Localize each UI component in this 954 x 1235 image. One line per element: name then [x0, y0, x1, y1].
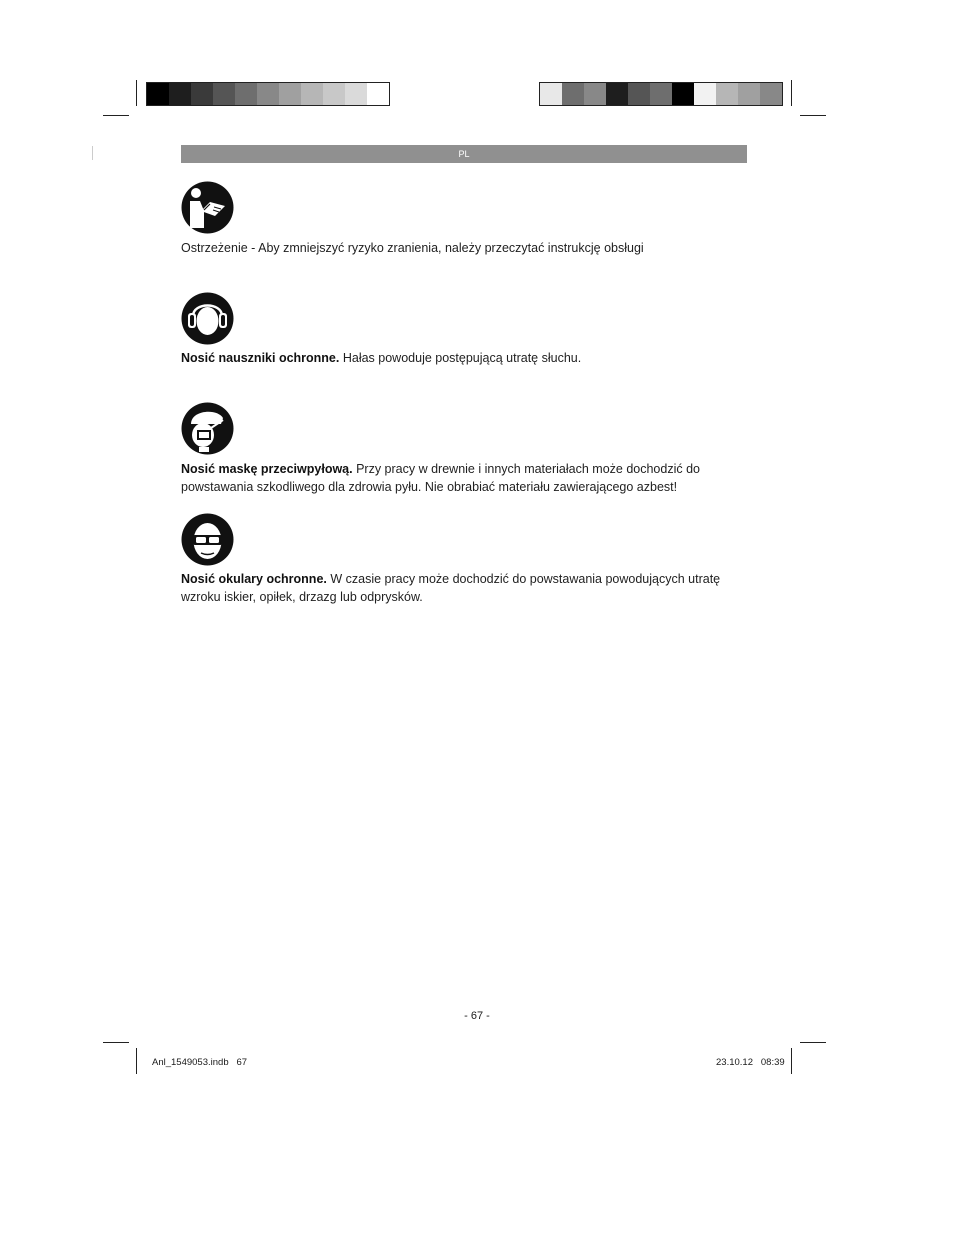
color-swatch [738, 83, 760, 105]
dust-mask-icon [181, 402, 234, 455]
color-swatch [540, 83, 562, 105]
notice-text: Hałas powoduje postępującą utratę słuchu. [339, 351, 582, 365]
notice-heading: Nosić okulary ochronne. [181, 572, 327, 586]
color-bar-left [146, 82, 390, 106]
color-swatch [279, 83, 301, 105]
color-swatch [367, 83, 389, 105]
color-swatch [257, 83, 279, 105]
section-label: PL [458, 149, 470, 159]
notice-ear-protection [181, 349, 747, 367]
color-swatch [562, 83, 584, 105]
color-swatch [213, 83, 235, 105]
footer-date: 23.10.12 08:39 [716, 1057, 785, 1068]
color-swatch [169, 83, 191, 105]
ear-protection-icon [181, 292, 234, 345]
color-swatch [191, 83, 213, 105]
color-swatch [345, 83, 367, 105]
safety-glasses-icon [181, 513, 234, 566]
notice-safety-glasses [181, 570, 747, 606]
color-swatch [584, 83, 606, 105]
crop-mark [103, 115, 129, 116]
notice-text: Ostrzeżenie - Aby zmniejszyć ryzyko zranienia, należy przeczytać instrukcję obsługi [181, 241, 644, 255]
color-swatch [323, 83, 345, 105]
crop-mark [800, 115, 826, 116]
crop-mark [800, 1042, 826, 1043]
color-swatch [147, 83, 169, 105]
color-swatch [672, 83, 694, 105]
crop-mark [136, 80, 137, 106]
section-label-bar [181, 145, 747, 163]
color-swatch [650, 83, 672, 105]
crop-mark [791, 80, 792, 106]
notice-heading: Nosić maskę przeciwpyłową. [181, 462, 353, 476]
crop-mark [92, 146, 93, 160]
crop-mark [103, 1042, 129, 1043]
page-number: - 67 - [464, 1010, 490, 1022]
color-swatch [694, 83, 716, 105]
color-swatch [628, 83, 650, 105]
color-swatch [760, 83, 782, 105]
color-swatch [235, 83, 257, 105]
color-swatch [301, 83, 323, 105]
footer-file-info: Anl_1549053.indb 67 [152, 1057, 248, 1068]
notice-text: W czasie pracy może dochodzić do powstawania powodujących utratę wzroku iskier, opiłek, drzazg lub odprysków. [181, 572, 721, 604]
crop-mark [791, 1048, 792, 1074]
color-swatch [716, 83, 738, 105]
notice-read-manual [181, 239, 747, 257]
notice-heading: Nosić nauszniki ochronne. [181, 351, 340, 365]
color-swatch [606, 83, 628, 105]
crop-mark [136, 1048, 137, 1074]
read-manual-icon [181, 181, 234, 234]
notice-text: Przy pracy w drewnie i innych materiałach może dochodzić do powstawania szkodliwego dla zdrowia pyłu. Nie obrabiać materiału zawierającego azbest! [181, 462, 700, 494]
color-bar-right [539, 82, 783, 106]
notice-dust-mask [181, 460, 747, 496]
